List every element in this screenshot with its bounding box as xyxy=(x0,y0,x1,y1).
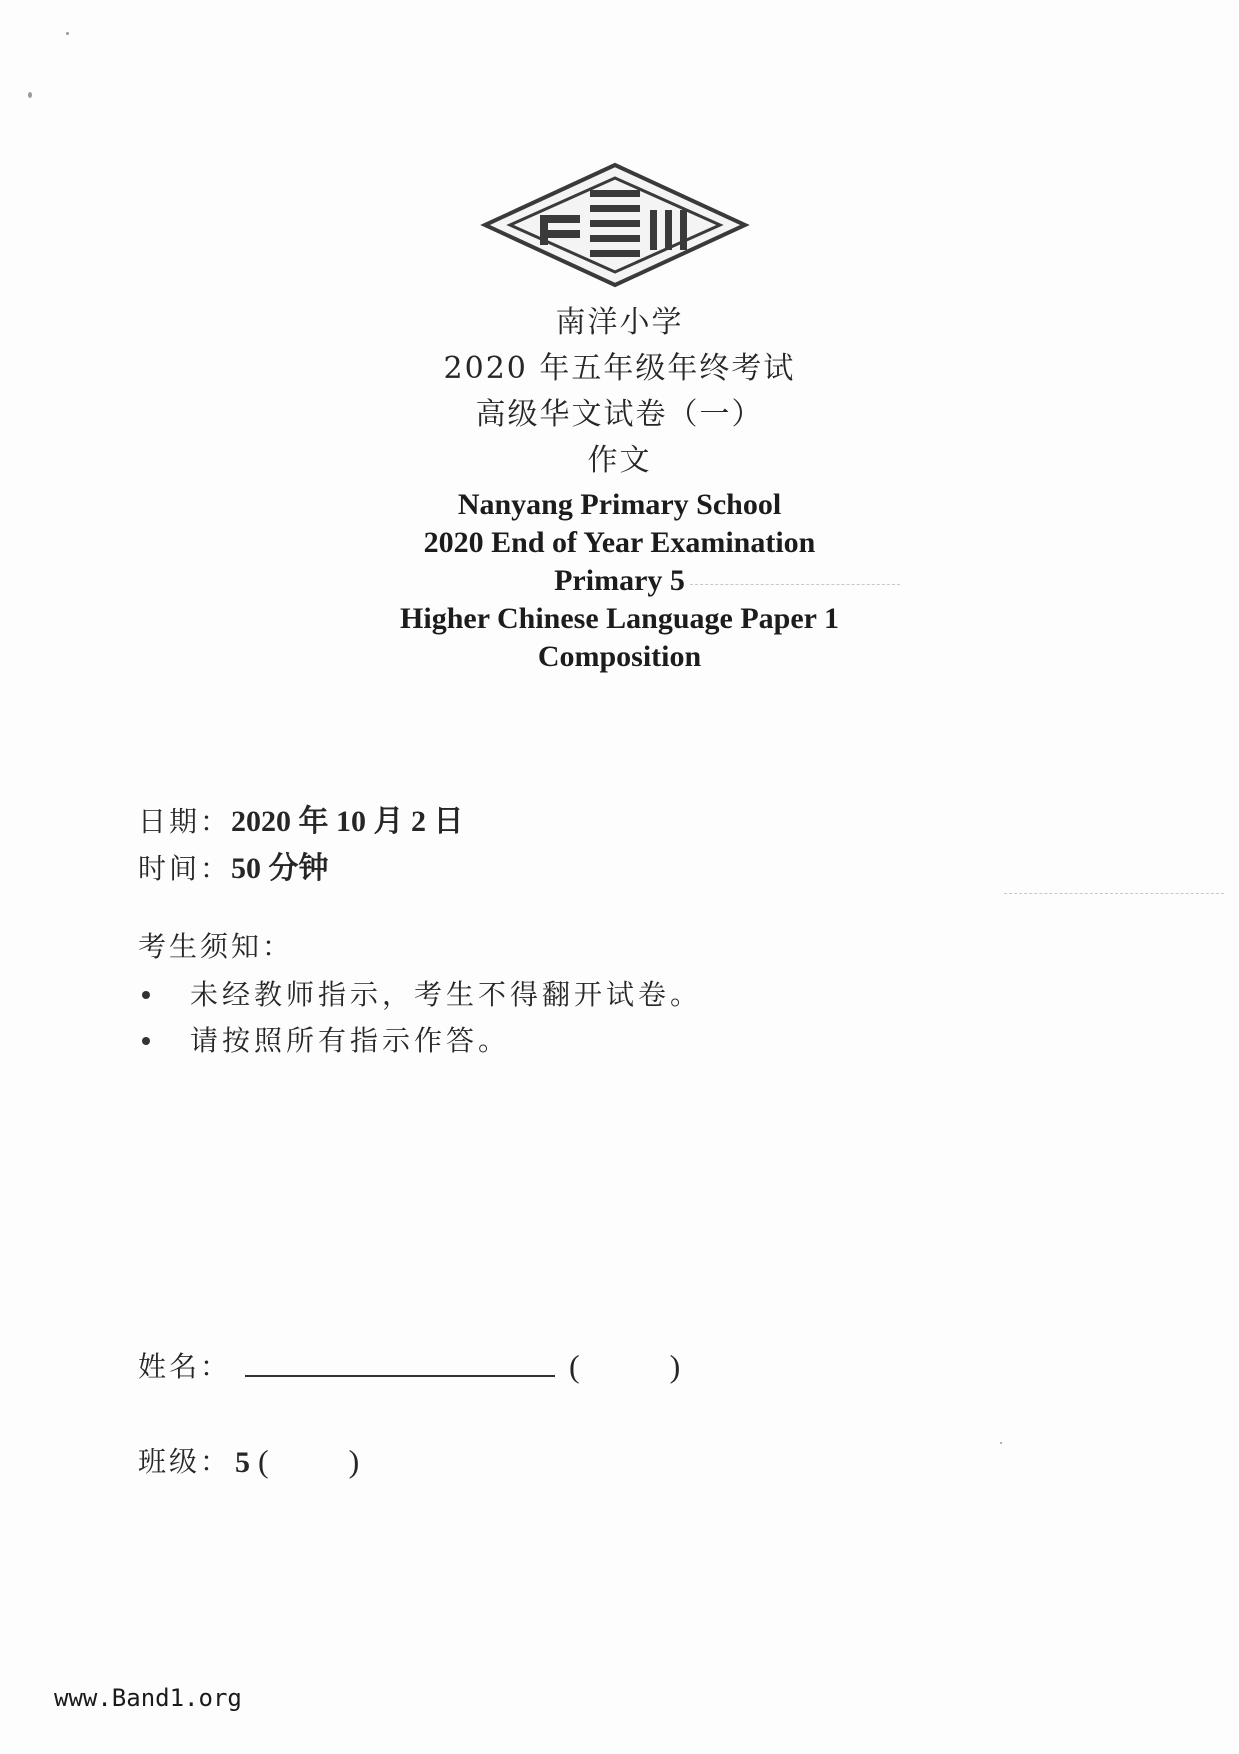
class-field-row xyxy=(138,1440,359,1480)
scan-rule xyxy=(690,584,900,585)
register-no-open-paren: ( xyxy=(569,1348,580,1384)
date-value: 2020 年 10 月 2 日 xyxy=(231,805,464,838)
cn-header xyxy=(0,300,1239,484)
notice-title: 考生须知： xyxy=(138,930,294,963)
en-school-name: Nanyang Primary School xyxy=(457,488,782,521)
en-subject: Composition xyxy=(537,640,702,673)
name-field-row xyxy=(138,1345,680,1385)
class-level: 5 xyxy=(235,1446,251,1479)
cn-exam-title: 2020 年五年级年终考试 xyxy=(443,351,796,386)
notice-item-text: 未经教师指示，考生不得翻开试卷。 xyxy=(190,978,703,1011)
name-blank[interactable] xyxy=(245,1374,555,1377)
scan-speck xyxy=(28,92,32,98)
scan-speck xyxy=(66,32,69,35)
time-label: 时间： xyxy=(138,852,232,885)
en-paper-title: Higher Chinese Language Paper 1 xyxy=(400,602,839,635)
cn-subject: 作文 xyxy=(587,443,652,478)
exam-duration xyxy=(138,843,329,887)
class-close-paren: ) xyxy=(348,1443,360,1479)
notice-list xyxy=(138,972,702,1064)
scan-rule xyxy=(1004,893,1224,894)
bullet-icon xyxy=(142,991,150,999)
bullet-icon xyxy=(142,1037,150,1045)
en-level: Primary 5 xyxy=(554,564,685,597)
en-exam-title: 2020 End of Year Examination xyxy=(423,526,816,559)
name-label: 姓名： xyxy=(138,1350,232,1383)
scan-speck xyxy=(1000,1442,1002,1444)
en-header xyxy=(0,486,1239,676)
date-label: 日期： xyxy=(138,805,232,838)
class-label: 班级： xyxy=(138,1445,232,1478)
exam-date xyxy=(138,796,464,840)
cn-school-name: 南洋小学 xyxy=(555,305,684,340)
cn-paper-title: 高级华文试卷（一） xyxy=(475,397,764,432)
class-open-paren: ( xyxy=(258,1443,269,1479)
list-item xyxy=(138,972,702,1018)
school-crest-icon xyxy=(480,160,750,290)
register-no-close-paren: ) xyxy=(669,1348,681,1384)
list-item xyxy=(138,1018,702,1064)
time-value: 50 分钟 xyxy=(231,852,329,885)
notice-item-text: 请按照所有指示作答。 xyxy=(190,1024,511,1057)
watermark-text: www.Band1.org xyxy=(54,1684,242,1712)
